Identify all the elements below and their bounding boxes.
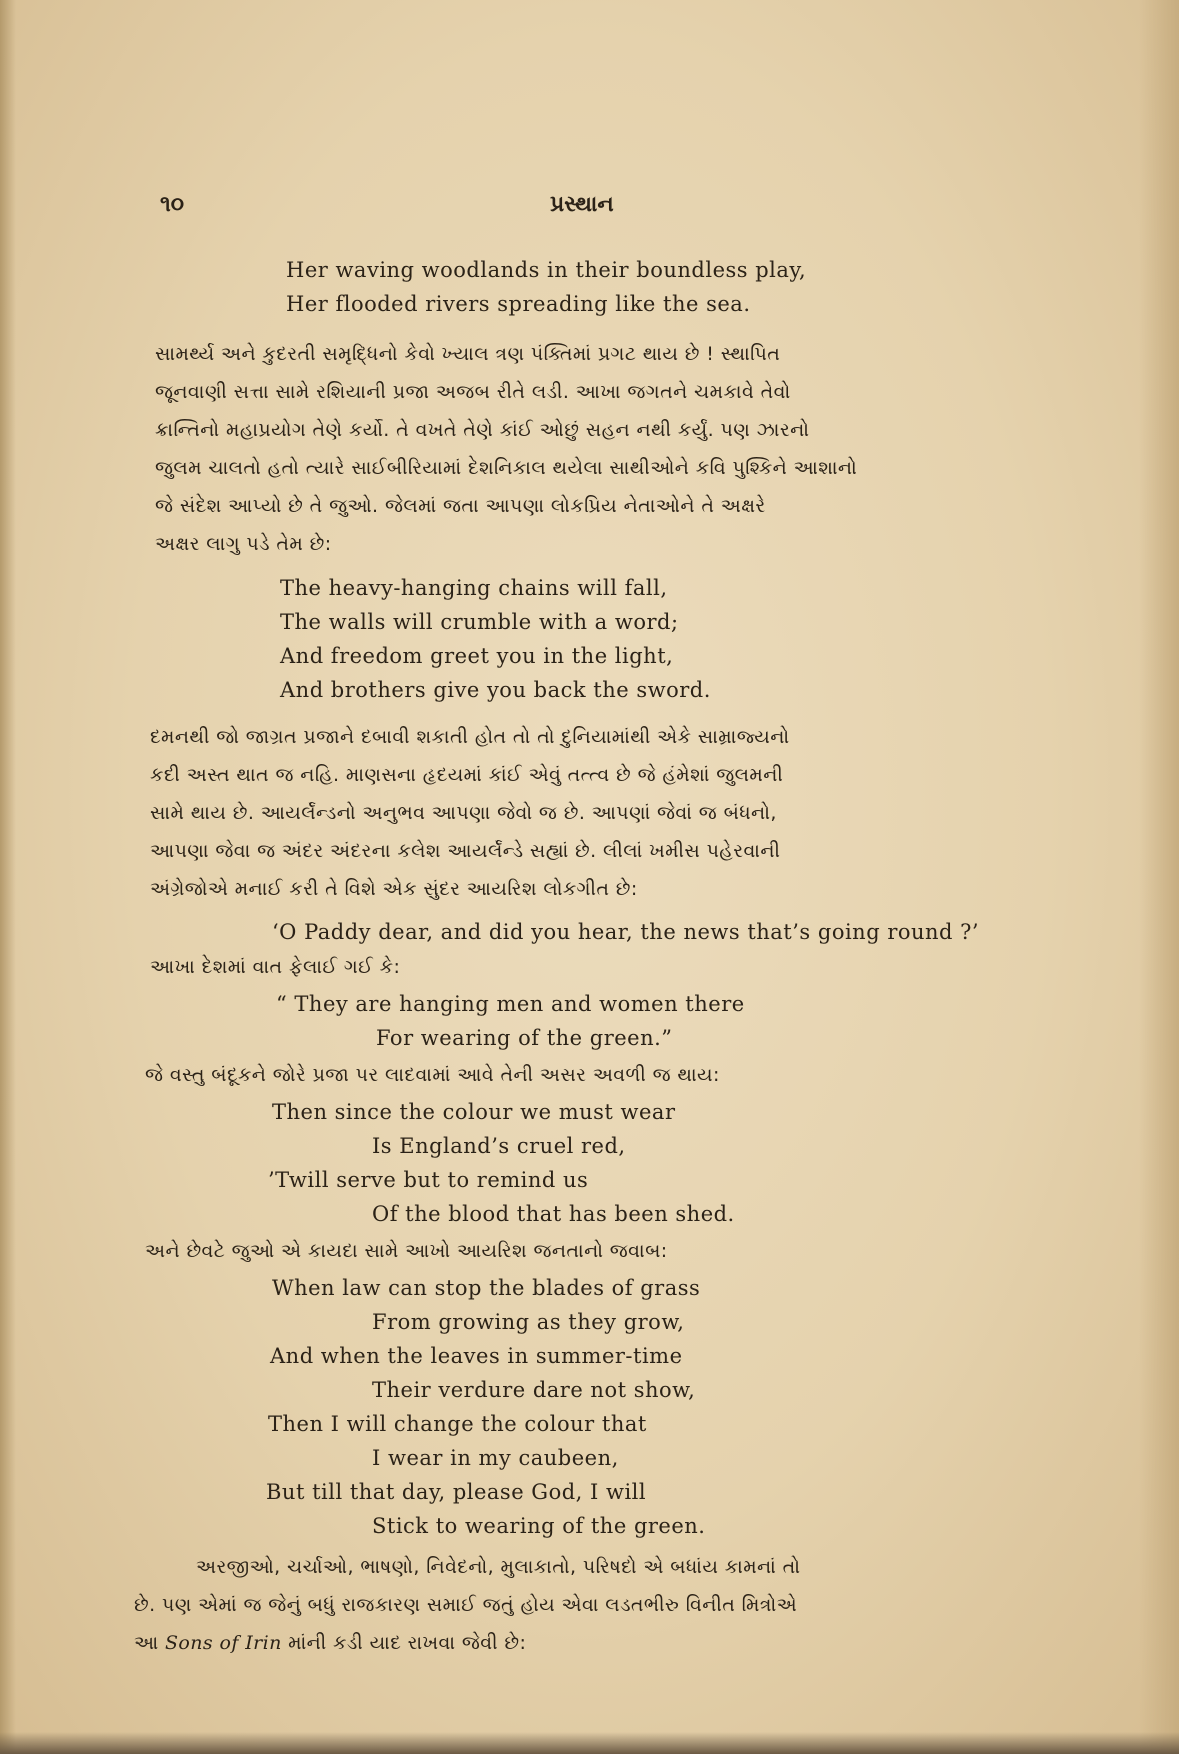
poem2-line: And brothers give you back the sword. [280,678,711,702]
poem4-line: Then I will change the colour that [268,1412,647,1436]
para2-line: આપણા જેવા જ અંદર અંદરના કલેશ આયર્લૅન્ડે સહ્યાં છે. લીલાં ખમીસ પહેરવાની [150,840,781,862]
para1-line: જુલમ ચાલતો હતો ત્યારે સાઈબીરિયામાં દેશનિકાલ થયેલા સાથીઓને કવિ પુશ્કિને આશાનો [155,457,858,479]
sons-of-irin-title: Sons of Irin [165,1632,282,1654]
para2-line: સામે થાય છે. આયર્લૅન્ડનો અનુભવ આપણા જેવો જ છે. આપણાં જેવાં જ બંધનો, [150,802,777,824]
para6-last-before: આ [134,1632,166,1654]
poem2-line: And freedom greet you in the light, [280,644,674,668]
para2-line: કદી અસ્ત થાત જ નહિ. માણસના હૃદયમાં કાંઈ એવું તત્ત્વ છે જે હંમેશાં જુલમની [150,764,784,786]
para6-line: છે. પણ એમાં જ જેનું બધું રાજકારણ સમાઈ જતું હોય એવા લડતભીરુ વિનીત મિત્રોએ [134,1594,798,1616]
poem1-line: Her waving woodlands in their boundless play, [286,258,807,282]
page-left-shadow [0,0,16,1754]
song-line: ‘O Paddy dear, and did you hear, the news that’s going round ?’ [272,920,980,944]
poem4-line: Stick to wearing of the green. [372,1514,706,1538]
poem1-line: Her flooded rivers spreading like the sea. [286,292,751,316]
para2-line: દમનથી જો જાગ્રત પ્રજાને દબાવી શકાતી હોત તો તો દુનિયામાંથી એકે સામ્રાજ્યનો [150,726,790,748]
poem4-line: When law can stop the blades of grass [272,1276,701,1300]
para5-line: અને છેવટે જુઓ એ કાયદા સામે આખો આયરિશ જનતાનો જવાબ: [145,1240,668,1262]
para1-line: જૂનવાણી સત્તા સામે રશિયાની પ્રજા અજબ રીતે લડી. આખા જગતને ચમકાવે તેવો [155,381,791,403]
page-bottom-shadow [0,1732,1179,1754]
page-right-shadow [1139,0,1179,1754]
para1-line: સામર્થ્ય અને કુદરતી સમૃદ્ધિનો કેવો ખ્યાલ ત્રણ પંક્તિમાં પ્રગટ થાય છે ! સ્થાપિત [155,343,781,365]
para6-last-line [134,1632,526,1654]
para3-line: આખા દેશમાં વાત ફેલાઈ ગઈ કે: [150,956,401,978]
poem4-line: Their verdure dare not show, [372,1378,696,1402]
poem3-line: Is England’s cruel red, [372,1134,626,1158]
running-title: પ્રસ્થાન [550,192,614,217]
para6-last-after: માંની કડી યાદ રાખવા જેવી છે: [281,1632,527,1654]
page-header [160,192,1020,232]
para2-line: અંગ્રેજોએ મનાઈ કરી તે વિશે એક સુંદર આયરિશ લોકગીત છે: [150,878,638,900]
para1-line: ક્રાન્તિનો મહાપ્રયોગ તેણે કર્યો. તે વખતે તેણે કાંઈ ઓછું સહન નથી કર્યું. પણ ઝારનો [155,419,810,441]
poem2-line: The walls will crumble with a word; [280,610,679,634]
page-number: ૧૦ [160,192,185,217]
song-quote-line: For wearing of the green.” [376,1026,673,1050]
poem4-line: From growing as they grow, [372,1310,685,1334]
poem4-line: But till that day, please God, I will [266,1480,647,1504]
para6-line: અરજીઓ, ચર્ચાઓ, ભાષણો, નિવેદનો, મુલાકાતો, પરિષદો એ બધાંય કામનાં તો [196,1556,801,1578]
poem3-line: ’Twill serve but to remind us [268,1168,589,1192]
para1-line: અક્ષર લાગુ પડે તેમ છે: [155,533,332,555]
poem4-line: I wear in my caubeen, [372,1446,619,1470]
song-quote-line: “ They are hanging men and women there [276,992,745,1016]
poem3-line: Then since the colour we must wear [272,1100,676,1124]
poem4-line: And when the leaves in summer-time [270,1344,683,1368]
poem2-line: The heavy-hanging chains will fall, [280,576,668,600]
para4-line: જે વસ્તુ બંદૂકને જોરે પ્રજા પર લાદવામાં આવે તેની અસર અવળી જ થાય: [145,1064,720,1086]
poem3-line: Of the blood that has been shed. [372,1202,735,1226]
para1-line: જે સંદેશ આપ્યો છે તે જુઓ. જેલમાં જતા આપણા લોકપ્રિય નેતાઓને તે અક્ષરે [155,495,766,517]
